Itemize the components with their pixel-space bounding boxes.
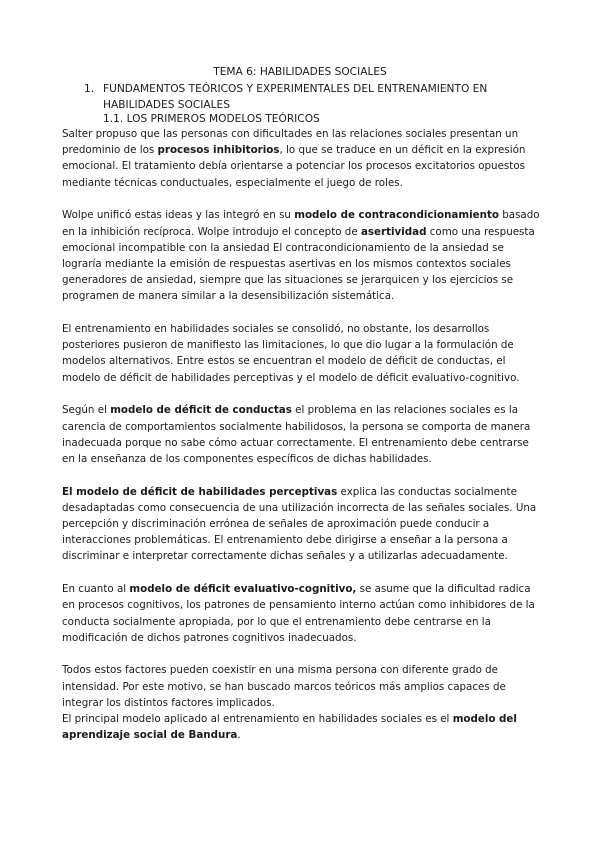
section-heading-text: FUNDAMENTOS TEÓRICOS Y EXPERIMENTALES DEL ENTRENAMIENTO EN HABILIDADES SOCIALES — [103, 83, 488, 111]
paragraph-salter — [62, 126, 540, 191]
paragraph-text: basado en la inhibición recíproca. Wolpe introdujo el concepto de — [62, 209, 540, 238]
paragraph-text: . — [237, 729, 241, 742]
paragraph-cognitive-deficit — [62, 581, 540, 646]
paragraph-wolpe — [62, 207, 540, 304]
bold-term: asertividad — [360, 225, 427, 238]
paragraph-text: Según el — [62, 404, 111, 417]
paragraph-text: como una respuesta emocional incompatible con la ansiedad El contracondicionamiento de la ansiedad se lograría mediante la emisión de respuestas asertivas en los mismos contextos sociales generadores de ansiedad, siempre que las situaciones se jerarquicen y los ejercicios se programen de manera similar a la desensibilización sistemática. — [62, 225, 535, 303]
paragraph-text: se asume que la dificultad radica en procesos cognitivos, los patrones de pensamiento interno actúan como inhibidores de la conducta socialmente apropiada, por lo que el entrenamiento debe centrarse en la modificación de dichos patrones cognitivos inadecuados. — [62, 583, 535, 644]
paragraph-coexist: Todos estos factores pueden coexistir en una misma persona con diferente grado de intensidad. Por este motivo, se han buscado marcos teóricos más amplios capaces de integrar los distintos factores implicados. — [62, 664, 506, 709]
paragraph-text: , lo que se traduce en un déficit en la expresión emocional. El tratamiento debía orientarse a potenciar los procesos excitatorios opuestos mediante técnicas conductuales, especialmente el juego de roles. — [62, 144, 526, 189]
paragraph-text: El principal modelo aplicado al entrenamiento en habilidades sociales es el — [62, 713, 453, 726]
bold-term: modelo de déficit de conductas — [110, 404, 292, 417]
document-body — [62, 126, 540, 760]
paragraph-text: Wolpe unificó estas ideas y las integró en su — [62, 209, 295, 222]
section-number: 1. — [84, 83, 95, 95]
paragraph-perceptive-deficit — [62, 484, 540, 565]
section-heading — [84, 81, 524, 113]
bold-term: modelo del aprendizaje social de Bandura — [62, 713, 517, 742]
paragraph-text: explica las conductas socialmente desadaptadas como consecuencia de una utilización incorrecta de las señales sociales. Una percepción y discriminación errónea de señales de aproximación puede conducir a interacciones problemáticas. El entrenamiento debe dirigirse a enseñar a la persona a discriminar e interpretar correctamente dichas señales y a utilizarlas adecuadamente. — [62, 485, 537, 563]
bold-term: El modelo de déficit de habilidades perceptivas — [62, 485, 338, 498]
subsection-heading: 1.1. LOS PRIMEROS MODELOS TEÓRICOS — [103, 113, 320, 125]
paragraph-text: En cuanto al — [62, 583, 130, 596]
paragraph-bandura — [62, 711, 540, 743]
paragraph-consolidation: El entrenamiento en habilidades sociales se consolidó, no obstante, los desarrollos posteriores pusieron de manifiesto las limitaciones, lo que dio lugar a la formulación de modelos alternativos. Entre estos se encuentran el modelo de déficit de conductas, el modelo de déficit de habilidades perceptivas y el modelo de déficit evaluativo-cognitivo. — [62, 323, 520, 384]
bold-term: modelo de contracondicionamiento — [294, 209, 499, 222]
bold-term: procesos inhibitorios — [157, 144, 280, 157]
paragraph-behavior-deficit — [62, 402, 540, 467]
paragraph-text: Salter propuso que las personas con dificultades en las relaciones sociales presentan un predominio de los — [62, 128, 519, 157]
document-title: TEMA 6: HABILIDADES SOCIALES — [213, 66, 387, 78]
paragraph-text: el problema en las relaciones sociales es la carencia de comportamientos socialmente habilidosos, la persona se comporta de manera inadecuada porque no sabe cómo actuar correctamente. El entrenamiento debe centrarse en la enseñanza de los componentes específicos de dichas habilidades. — [62, 404, 531, 465]
bold-term: modelo de déficit evaluativo-cognitivo, — [129, 583, 357, 596]
